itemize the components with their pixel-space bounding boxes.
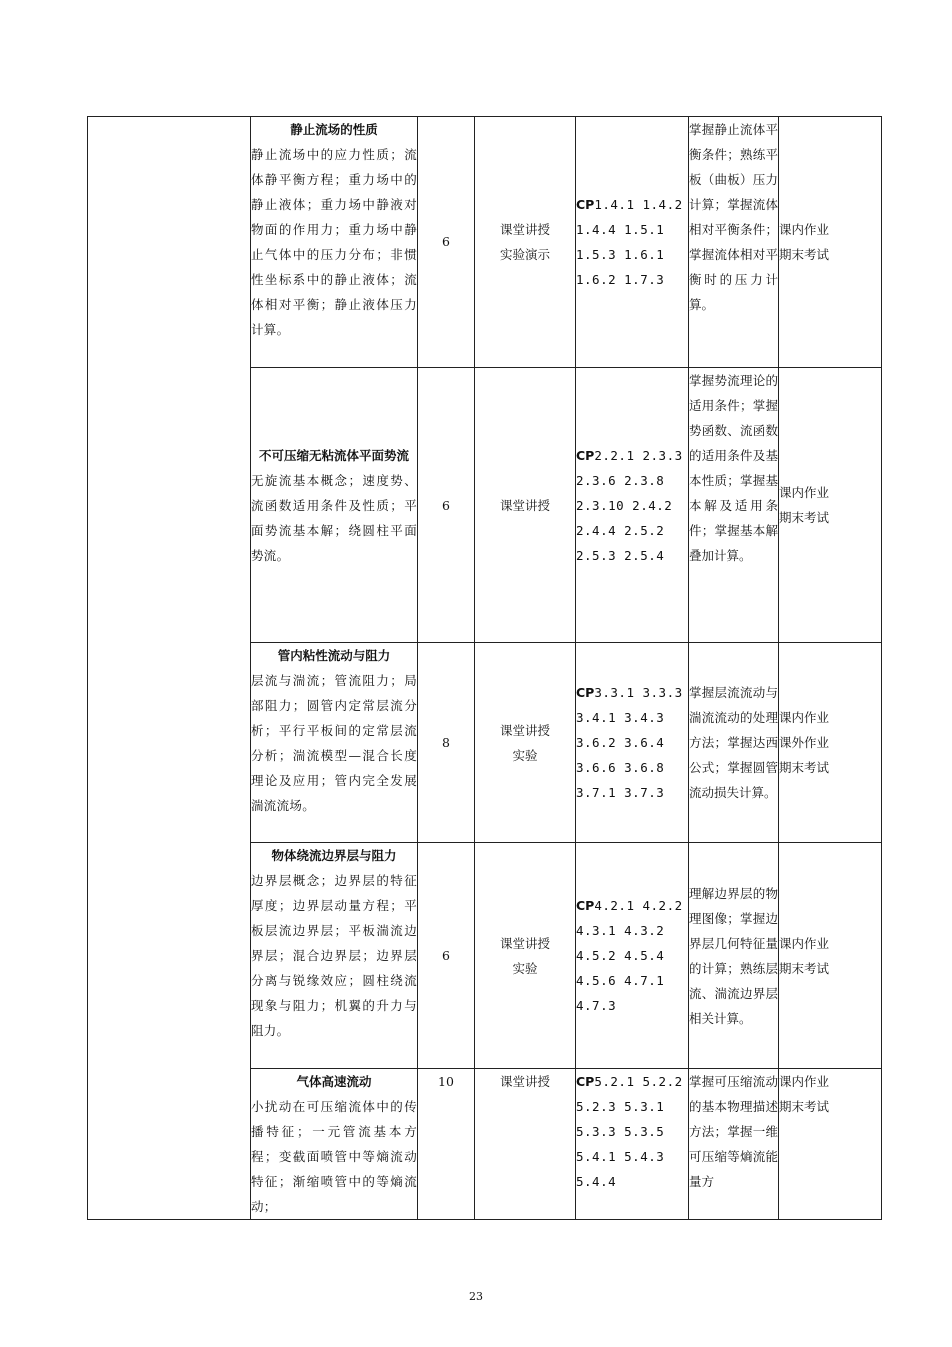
objective-cell [689,117,779,368]
assessment-item: 课内作业 [779,485,830,500]
hours-cell [418,1069,475,1220]
competency-line: 2.5.3 2.5.4 [576,547,665,563]
competency-cell [576,1069,689,1220]
assessment-item: 期末考试 [779,510,830,525]
topic-cell [251,843,418,1069]
topic-cell [251,368,418,643]
assessment-item: 课外作业 [779,735,830,750]
assessment-item: 期末考试 [779,1099,830,1114]
competency-line [576,192,688,217]
method-cell [475,1069,576,1220]
objective-cell [689,1069,779,1220]
competency-line [576,893,688,918]
competency-cell [576,368,689,643]
method-cell [475,643,576,843]
method-cell [475,117,576,368]
competency-codes: 3.3.1 3.3.3 [594,685,683,700]
module-cell [88,117,251,1220]
method-cell [475,843,576,1069]
hours-value: 6 [442,234,450,249]
competency-cell [576,843,689,1069]
assessment-item: 课内作业 [779,222,830,237]
topic-cell [251,1069,418,1220]
competency-line: 4.5.2 4.5.4 [576,948,665,963]
assessment-item: 课内作业 [779,935,830,951]
competency-codes: 5.2.1 5.2.2 [594,1074,683,1089]
competency-line: 4.5.6 4.7.1 [576,973,665,988]
competency-line [576,680,688,705]
objective-cell [689,643,779,843]
competency-prefix: CP [576,197,595,212]
assessment-cell [779,843,882,1069]
objective-text: 理解边界层的物理图像；掌握边界层几何特征量的计算；熟练层流、湍流边界层相关计算。 [689,885,778,1026]
competency-line: 5.4.4 [576,1174,617,1189]
method-item: 课堂讲授 [499,497,550,513]
assessment-item: 课内作业 [779,1074,830,1089]
page-number: 23 [469,1290,483,1303]
topic-cell [251,643,418,843]
assessment-item: 课内作业 [779,710,830,725]
topic-content: 边界层概念；边界层的特征厚度；边界层动量方程；平板层流边界层；平板湍流边界层；混合边界层；边界层分离与锐缘效应；圆柱绕流现象与阻力；机翼的升力与阻力。 [251,873,417,1038]
assessment-item: 期末考试 [779,247,830,262]
competency-line: 4.7.3 [576,998,617,1013]
method-item: 实验 [512,747,538,763]
method-item: 课堂讲授 [499,935,550,951]
competency-line [576,443,688,468]
competency-line: 5.2.3 5.3.1 [576,1099,665,1114]
hours-cell [418,643,475,843]
topic-title: 管内粘性流动与阻力 [277,648,391,663]
hours-cell [418,368,475,643]
topic-content: 无旋流基本概念；速度势、流函数适用条件及性质；平面势流基本解；绕圆柱平面势流。 [251,472,417,563]
topic-title: 静止流场的性质 [290,122,378,137]
topic-content: 小扰动在可压缩流体中的传播特征；一元管流基本方程；变截面喷管中等熵流动特征；渐缩喷管中的等熵流动； [251,1099,417,1214]
objective-text: 掌握可压缩流动的基本物理描述方法；掌握一维可压缩等熵流能量方 [689,1074,778,1189]
competency-line: 5.3.3 5.3.5 [576,1124,665,1139]
competency-line: 4.3.1 4.3.2 [576,923,665,938]
topic-title: 不可压缩无粘流体平面势流 [258,447,409,463]
topic-title: 气体高速流动 [296,1074,372,1089]
competency-codes: 2.2.1 2.3.3 [594,447,683,463]
competency-line: 3.6.2 3.6.4 [576,735,665,750]
competency-prefix: CP [576,447,595,463]
competency-prefix: CP [576,685,595,700]
assessment-cell [779,117,882,368]
competency-line: 3.6.6 3.6.8 [576,760,665,775]
topic-cell [251,117,418,368]
objective-text: 掌握层流流动与湍流流动的处理方法；掌握达西公式；掌握圆管流动损失计算。 [689,685,778,800]
objective-text: 掌握势流理论的适用条件；掌握势函数、流函数的适用条件及基本性质；掌握基本解及适用条件；掌握基本解叠加计算。 [689,373,778,563]
hours-cell [418,117,475,368]
method-item: 实验演示 [499,247,550,262]
competency-line: 2.3.10 2.4.2 [576,497,673,513]
objective-cell [689,843,779,1069]
method-item: 课堂讲授 [499,722,550,738]
topic-content: 静止流场中的应力性质；流体静平衡方程；重力场中的静止液体；重力场中静液对物面的作用力；重力场中静止气体中的压力分布；非惯性坐标系中的静止液体；流体相对平衡；静止液体压力计算。 [251,147,417,337]
objective-cell [689,368,779,643]
competency-line: 2.3.6 2.3.8 [576,472,665,488]
assessment-item: 期末考试 [779,960,830,976]
competency-line: 3.7.1 3.7.3 [576,785,665,800]
competency-line [576,1069,688,1094]
method-cell [475,368,576,643]
course-table [87,116,882,1220]
competency-prefix: CP [576,898,595,913]
hours-value: 6 [442,948,450,963]
competency-prefix: CP [576,1074,595,1089]
assessment-cell [779,643,882,843]
assessment-cell [779,1069,882,1220]
topic-content: 层流与湍流；管流阻力；局部阻力；圆管内定常层流分析；平行平板间的定常层流分析；湍流模型—混合长度理论及应用；管内完全发展湍流流场。 [251,673,417,813]
competency-line: 1.6.2 1.7.3 [576,272,665,287]
hours-value: 10 [438,1074,454,1089]
competency-line: 2.4.4 2.5.2 [576,522,665,538]
method-item: 课堂讲授 [499,1074,550,1089]
objective-text: 掌握静止流体平衡条件；熟练平板（曲板）压力计算；掌握流体相对平衡条件；掌握流体相对平衡时的压力计算。 [689,122,778,312]
assessment-item: 期末考试 [779,760,830,775]
competency-line: 3.4.1 3.4.3 [576,710,665,725]
method-item: 课堂讲授 [499,222,550,237]
competency-line: 5.4.1 5.4.3 [576,1149,665,1164]
hours-value: 8 [442,735,450,750]
competency-line: 1.5.3 1.6.1 [576,247,665,262]
topic-title: 物体绕流边界层与阻力 [271,848,397,863]
competency-cell [576,643,689,843]
hours-cell [418,843,475,1069]
method-item: 实验 [512,960,538,976]
competency-codes: 4.2.1 4.2.2 [594,898,683,913]
assessment-cell [779,368,882,643]
competency-codes: 1.4.1 1.4.2 [594,197,683,212]
hours-value: 6 [442,497,450,513]
competency-line: 1.4.4 1.5.1 [576,222,665,237]
table-row [88,117,882,368]
competency-cell [576,117,689,368]
